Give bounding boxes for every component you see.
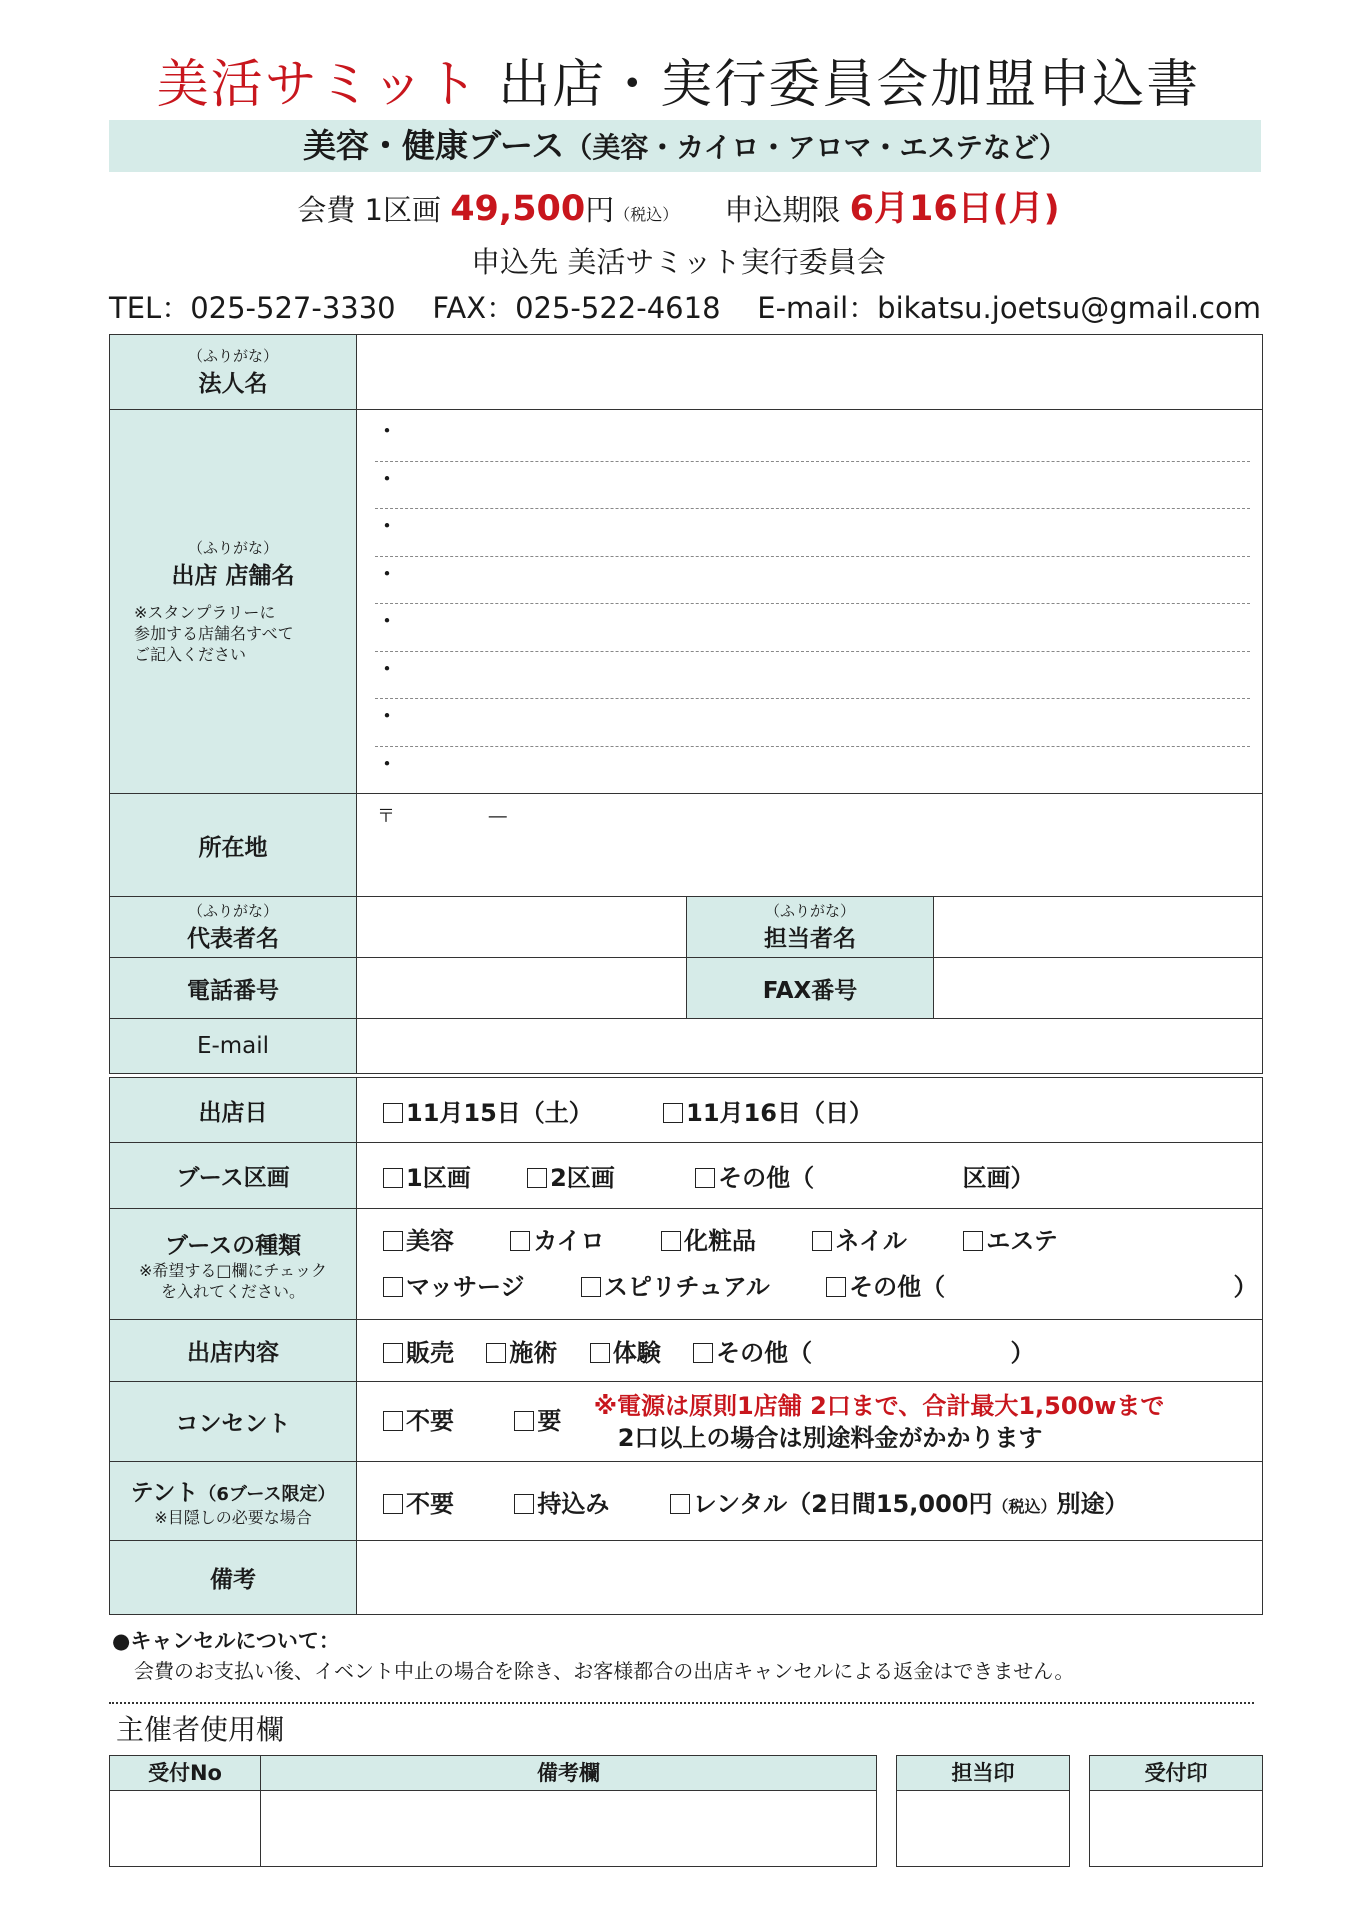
address-field[interactable] [357,794,1263,897]
close-paren: ） [1010,1339,1035,1367]
booth-category-examples: （美容・カイロ・アロマ・エステなど） [564,131,1067,164]
cancel-text: 会費のお支払い後、イベント中止の場合を除き、お客様都合の出店キャンセルによる返金はできません。 [134,1659,1075,1683]
receipt-no-field[interactable] [110,1791,260,1865]
outlet-options [357,1382,1263,1462]
type-option[interactable]: マッサージ [383,1264,525,1310]
type-option[interactable]: ネイル [812,1218,907,1264]
checkbox[interactable] [581,1277,601,1297]
fee-amount: 49,500 [450,189,586,229]
tent-option[interactable]: レンタル（2日間15,000円（税込）別途） [670,1484,1129,1519]
section-option[interactable]: 1区画 [383,1158,471,1193]
checkbox[interactable] [670,1494,690,1514]
tent-option[interactable]: 持込み [514,1484,609,1519]
fee-label: 会費 1区画 [297,193,441,227]
deadline-date: 6月16日(月) [849,189,1060,229]
booth-category: 美容・健康ブース [303,126,565,165]
checkbox[interactable] [383,1411,403,1431]
outlet-option[interactable]: 不要 [383,1401,454,1436]
staff-seal-box [896,1755,1070,1867]
checkbox[interactable] [527,1168,547,1188]
outlet-note: 2口以上の場合は別途料金がかかります [617,1423,1043,1452]
section-options [357,1143,1263,1209]
remarks-field[interactable] [357,1541,1263,1615]
corp-name-field[interactable] [357,335,1263,410]
date-option[interactable]: 11月15日（土） [383,1093,593,1128]
receipt-seal-label: 受付印 [1090,1756,1262,1791]
type-option[interactable]: 美容 [383,1218,454,1264]
checkbox[interactable] [486,1343,506,1363]
postal-mark: 〒 [377,806,395,827]
rep-name-label: （ふりがな） 代表者名 [110,897,357,958]
outlet-note-red: ※電源は原則1店舗 2口まで、合計最大1,500wまで [593,1391,1165,1420]
document-title [0,52,1357,118]
remarks-col-field[interactable] [261,1791,876,1865]
cancel-heading: ●キャンセルについて： [112,1629,340,1653]
booth-category-band [109,120,1261,172]
type-option[interactable]: スピリチュアル [581,1264,770,1310]
contact-email: E-mail：bikatsu.joetsu@gmail.com [757,291,1261,325]
store-line[interactable]: ・ [375,414,1250,462]
checkbox[interactable] [510,1231,530,1251]
store-name-field[interactable] [357,410,1263,794]
receipt-seal-field[interactable] [1090,1791,1262,1865]
tent-label: テント（6ブース限定） ※目隠しの必要な場合 [110,1462,357,1541]
content-option[interactable]: その他（ [693,1333,812,1368]
title-text: 出店・実行委員会加盟申込書 [498,55,1201,115]
contact-name-field[interactable] [934,897,1263,958]
fax-field[interactable] [934,958,1263,1019]
checkbox[interactable] [590,1343,610,1363]
type-label: ブースの種類 ※希望する□欄にチェック を入れてください。 [110,1209,357,1320]
checkbox[interactable] [383,1343,403,1363]
store-line[interactable]: ・ [375,509,1250,557]
store-line[interactable]: ・ [375,749,399,778]
host-receipt-box [109,1755,877,1867]
store-line[interactable]: ・ [375,652,1250,700]
type-option[interactable]: その他（ [826,1264,945,1310]
section-option[interactable]: 2区画 [527,1158,615,1193]
store-line[interactable]: ・ [375,462,1250,510]
store-name-note: ※スタンプラリーに 参加する店舗名すべて ご記入ください [134,602,294,664]
fee-line [0,186,1357,238]
email-label: E-mail [110,1019,357,1074]
section-label: ブース区画 [110,1143,357,1209]
remarks-label: 備考 [110,1541,357,1615]
checkbox[interactable] [826,1277,846,1297]
checkbox[interactable] [661,1231,681,1251]
content-option[interactable]: 体験 [590,1333,661,1368]
type-options [357,1209,1263,1320]
tent-options [357,1462,1263,1541]
outlet-label: コンセント [110,1382,357,1462]
content-label: 出店内容 [110,1320,357,1382]
content-options [357,1320,1263,1382]
contact-tel: TEL：025-527-3330 [109,291,396,325]
cancel-policy [112,1626,1074,1686]
checkbox[interactable] [963,1231,983,1251]
host-use-title: 主催者使用欄 [116,1713,285,1746]
tent-note: ※目隠しの必要な場合 [154,1508,312,1527]
contact-fax: FAX：025-522-4618 [432,291,721,325]
type-option[interactable]: 化粧品 [661,1218,756,1264]
fee-unit: 円 [585,193,615,227]
postal-dash: ― [488,806,507,827]
store-line[interactable]: ・ [375,604,1250,652]
checkbox[interactable] [383,1231,403,1251]
outlet-option[interactable]: 要 [514,1401,561,1436]
booth-options-table [109,1077,1263,1615]
type-note: ※希望する□欄にチェック を入れてください。 [138,1260,328,1301]
checkbox[interactable] [514,1494,534,1514]
content-option[interactable]: 施術 [486,1333,557,1368]
checkbox[interactable] [383,1494,403,1514]
corp-name-label: （ふりがな） 法人名 [110,335,357,410]
phone-label: 電話番号 [110,958,357,1019]
checkbox[interactable] [383,1168,403,1188]
tent-option[interactable]: 不要 [383,1484,454,1519]
section-option[interactable]: その他（ [695,1158,814,1193]
staff-seal-label: 担当印 [897,1756,1069,1791]
receipt-no-label: 受付No [110,1756,260,1791]
store-name-label: （ふりがな） 出店 店舗名 ※スタンプラリーに 参加する店舗名すべて ご記入ください [110,410,357,794]
fax-label: FAX番号 [687,958,934,1019]
phone-field[interactable] [357,958,687,1019]
date-options [357,1078,1263,1143]
brand-name: 美活サミット [156,55,480,115]
apply-to: 申込先 美活サミット実行委員会 [471,245,886,279]
type-option[interactable]: エステ [963,1218,1058,1264]
checkbox[interactable] [514,1411,534,1431]
remarks-col-label: 備考欄 [261,1756,876,1791]
dotted-divider [109,1702,1254,1704]
close-paren: ） [1233,1273,1258,1301]
type-option[interactable]: カイロ [510,1218,604,1264]
content-option[interactable]: 販売 [383,1333,454,1368]
checkbox[interactable] [383,1277,403,1297]
contact-line [109,288,1261,328]
section-tail: 区画） [962,1164,1035,1192]
address-label: 所在地 [110,794,357,897]
date-label: 出店日 [110,1078,357,1143]
receipt-seal-box [1089,1755,1263,1867]
email-field[interactable] [357,1019,1263,1074]
store-line[interactable]: ・ [375,699,1250,747]
rep-name-field[interactable] [357,897,687,958]
checkbox[interactable] [383,1103,403,1123]
staff-seal-field[interactable] [897,1791,1069,1865]
contact-name-label: （ふりがな） 担当者名 [687,897,934,958]
fee-tax: （税込） [614,205,679,224]
applicant-info-table [109,334,1263,1074]
checkbox[interactable] [693,1343,713,1363]
checkbox[interactable] [663,1103,683,1123]
checkbox[interactable] [812,1231,832,1251]
checkbox[interactable] [695,1168,715,1188]
deadline-label: 申込期限 [724,193,841,227]
date-option[interactable]: 11月16日（日） [663,1093,873,1128]
store-line[interactable]: ・ [375,557,1250,605]
